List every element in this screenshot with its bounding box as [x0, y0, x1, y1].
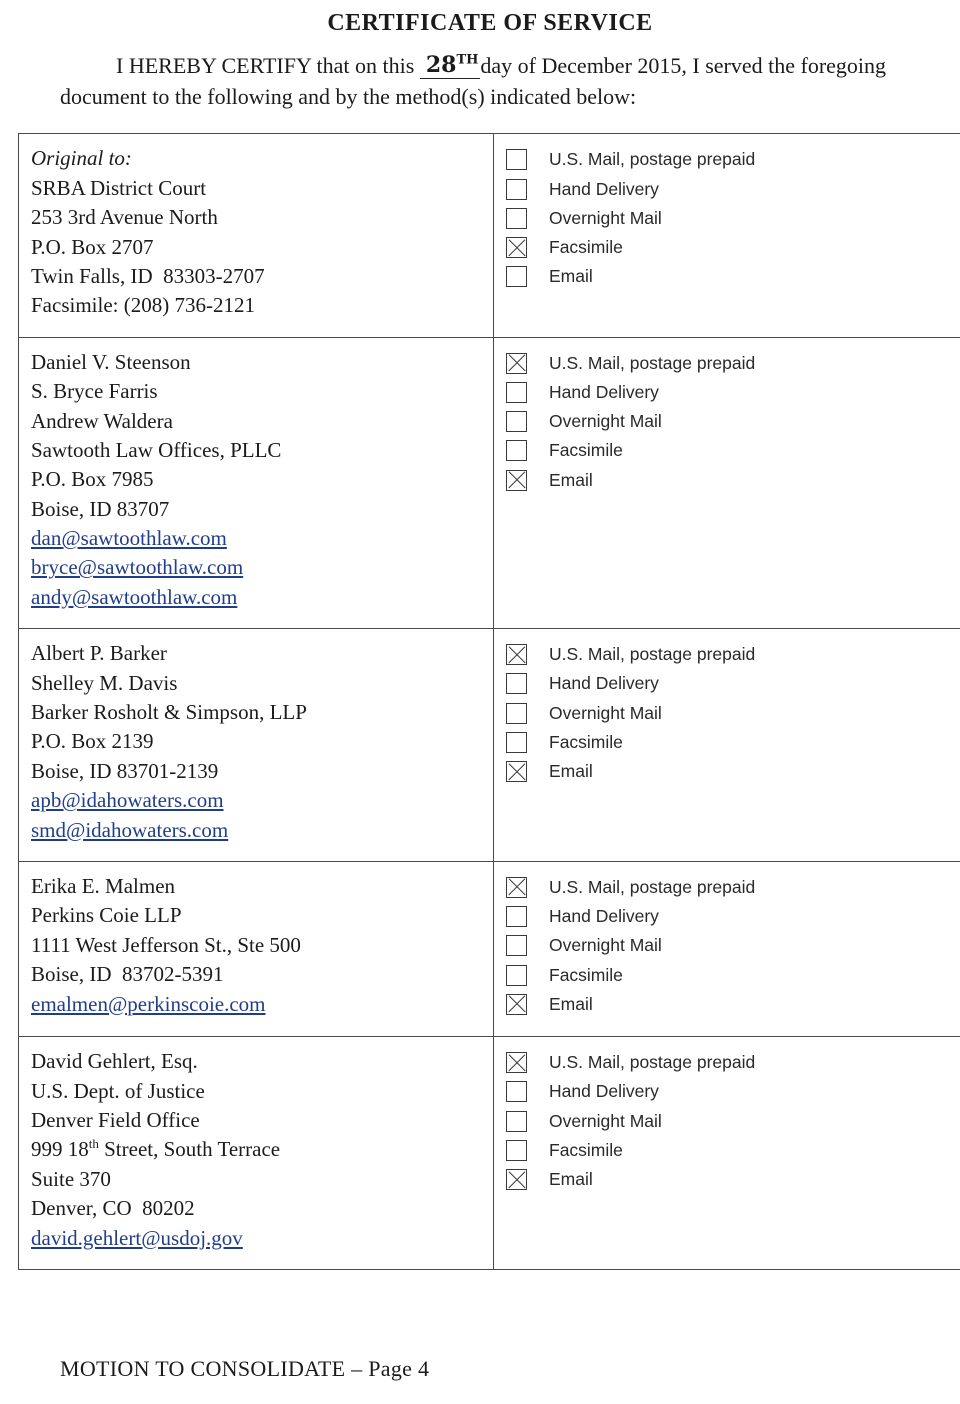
party-line: Andrew Waldera: [31, 407, 483, 436]
method-label: U.S. Mail, postage prepaid: [549, 1049, 755, 1075]
checkbox-checked-icon[interactable]: [506, 994, 527, 1015]
party-line: Twin Falls, ID 83303-2707: [31, 262, 483, 291]
table-row: [19, 134, 960, 337]
table-row: [19, 861, 960, 1036]
method-label: Email: [549, 1166, 593, 1192]
checkbox-icon[interactable]: [506, 935, 527, 956]
party-line: P.O. Box 7985: [31, 465, 483, 494]
method-row-hand[interactable]: [506, 903, 960, 929]
method-label: Email: [549, 758, 593, 784]
method-row-facsimile[interactable]: [506, 1137, 960, 1163]
checkbox-icon[interactable]: [506, 965, 527, 986]
party-cell: [19, 134, 494, 337]
checkbox-checked-icon[interactable]: [506, 877, 527, 898]
table-row: [19, 337, 960, 629]
method-row-mail[interactable]: [506, 874, 960, 900]
method-row-facsimile[interactable]: [506, 234, 960, 260]
checkbox-icon[interactable]: [506, 411, 527, 432]
party-line: 999 18th Street, South Terrace: [31, 1135, 483, 1164]
method-list: [506, 350, 960, 493]
party-email-link[interactable]: emalmen@perkinscoie.com: [31, 990, 483, 1019]
method-label: Email: [549, 991, 593, 1017]
checkbox-checked-icon[interactable]: [506, 237, 527, 258]
handwritten-day-suffix: TH: [456, 53, 478, 68]
method-row-email[interactable]: [506, 467, 960, 493]
method-label: Facsimile: [549, 962, 623, 988]
method-row-email[interactable]: [506, 758, 960, 784]
party-email-link[interactable]: dan@sawtoothlaw.com: [31, 524, 483, 553]
method-label: Email: [549, 263, 593, 289]
party-line: Erika E. Malmen: [31, 872, 483, 901]
handwritten-day: [420, 52, 481, 79]
party-cell: [19, 861, 494, 1036]
method-label: Overnight Mail: [549, 932, 662, 958]
checkbox-icon[interactable]: [506, 703, 527, 724]
party-line: Albert P. Barker: [31, 639, 483, 668]
checkbox-icon[interactable]: [506, 149, 527, 170]
method-row-overnight[interactable]: [506, 700, 960, 726]
method-row-overnight[interactable]: [506, 205, 960, 231]
party-line: U.S. Dept. of Justice: [31, 1077, 483, 1106]
page-title: CERTIFICATE OF SERVICE: [0, 10, 960, 37]
party-line: 253 3rd Avenue North: [31, 203, 483, 232]
method-label: Facsimile: [549, 234, 623, 260]
method-label: Facsimile: [549, 729, 623, 755]
checkbox-checked-icon[interactable]: [506, 1052, 527, 1073]
party-line: P.O. Box 2139: [31, 727, 483, 756]
party-line: Suite 370: [31, 1165, 483, 1194]
method-row-mail[interactable]: [506, 350, 960, 376]
method-list: [506, 1049, 960, 1192]
checkbox-icon[interactable]: [506, 1111, 527, 1132]
method-label: Overnight Mail: [549, 408, 662, 434]
handwritten-day-number: 28: [426, 52, 457, 78]
method-label: U.S. Mail, postage prepaid: [549, 146, 755, 172]
party-email-link[interactable]: apb@idahowaters.com: [31, 786, 483, 815]
method-row-email[interactable]: [506, 1166, 960, 1192]
method-label: Hand Delivery: [549, 1078, 659, 1104]
method-row-mail[interactable]: [506, 1049, 960, 1075]
checkbox-icon[interactable]: [506, 382, 527, 403]
method-cell: [494, 629, 960, 862]
checkbox-icon[interactable]: [506, 732, 527, 753]
method-row-facsimile[interactable]: [506, 729, 960, 755]
method-list: [506, 874, 960, 1017]
party-line: Boise, ID 83701-2139: [31, 757, 483, 786]
method-label: Hand Delivery: [549, 379, 659, 405]
party-line: Original to:: [31, 144, 483, 173]
party-line: P.O. Box 2707: [31, 233, 483, 262]
method-label: Hand Delivery: [549, 176, 659, 202]
checkbox-checked-icon[interactable]: [506, 353, 527, 374]
party-line: 1111 West Jefferson St., Ste 500: [31, 931, 483, 960]
party-line: Daniel V. Steenson: [31, 348, 483, 377]
checkbox-checked-icon[interactable]: [506, 644, 527, 665]
certify-line-two: document to the following and by the method(s) indicated below:: [60, 84, 636, 109]
method-row-hand[interactable]: [506, 1078, 960, 1104]
checkbox-icon[interactable]: [506, 266, 527, 287]
method-label: U.S. Mail, postage prepaid: [549, 641, 755, 667]
certify-text-before: I HEREBY CERTIFY that on this: [116, 53, 414, 78]
method-label: Overnight Mail: [549, 205, 662, 231]
party-line: SRBA District Court: [31, 174, 483, 203]
checkbox-icon[interactable]: [506, 906, 527, 927]
party-line: Denver Field Office: [31, 1106, 483, 1135]
method-label: Hand Delivery: [549, 903, 659, 929]
checkbox-checked-icon[interactable]: [506, 761, 527, 782]
method-row-hand[interactable]: [506, 670, 960, 696]
method-cell: [494, 861, 960, 1036]
method-label: Overnight Mail: [549, 1108, 662, 1134]
method-row-mail[interactable]: [506, 146, 960, 172]
method-label: Email: [549, 467, 593, 493]
checkbox-checked-icon[interactable]: [506, 1169, 527, 1190]
page-footer: MOTION TO CONSOLIDATE – Page 4: [60, 1356, 429, 1382]
method-row-hand[interactable]: [506, 379, 960, 405]
method-list: [506, 641, 960, 784]
party-email-link[interactable]: bryce@sawtoothlaw.com: [31, 553, 483, 582]
table-row: [19, 1037, 960, 1270]
checkbox-icon[interactable]: [506, 1140, 527, 1161]
method-row-overnight[interactable]: [506, 408, 960, 434]
party-line: Shelley M. Davis: [31, 669, 483, 698]
method-row-overnight[interactable]: [506, 932, 960, 958]
checkbox-icon[interactable]: [506, 440, 527, 461]
party-line: Barker Rosholt & Simpson, LLP: [31, 698, 483, 727]
party-email-link[interactable]: andy@sawtoothlaw.com: [31, 583, 483, 612]
service-table-body: [19, 134, 960, 1270]
certificate-paragraph: [0, 51, 960, 111]
method-row-facsimile[interactable]: [506, 437, 960, 463]
party-line: Facsimile: (208) 736-2121: [31, 291, 483, 320]
method-row-email[interactable]: [506, 263, 960, 289]
checkbox-icon[interactable]: [506, 208, 527, 229]
checkbox-checked-icon[interactable]: [506, 470, 527, 491]
party-line: S. Bryce Farris: [31, 377, 483, 406]
checkbox-icon[interactable]: [506, 1081, 527, 1102]
method-row-overnight[interactable]: [506, 1108, 960, 1134]
party-email-link[interactable]: smd@idahowaters.com: [31, 816, 483, 845]
party-line: Boise, ID 83702-5391: [31, 960, 483, 989]
party-email-link[interactable]: david.gehlert@usdoj.gov: [31, 1224, 483, 1253]
method-row-email[interactable]: [506, 991, 960, 1017]
document-page: [0, 10, 960, 1404]
method-row-facsimile[interactable]: [506, 962, 960, 988]
service-table: [18, 133, 960, 1270]
party-cell: [19, 337, 494, 629]
method-label: U.S. Mail, postage prepaid: [549, 350, 755, 376]
party-cell: [19, 1037, 494, 1270]
party-line: Denver, CO 80202: [31, 1194, 483, 1223]
checkbox-icon[interactable]: [506, 179, 527, 200]
checkbox-icon[interactable]: [506, 673, 527, 694]
certify-text-after: day of December 2015, I served the foregoing: [480, 53, 886, 78]
party-line: David Gehlert, Esq.: [31, 1047, 483, 1076]
method-row-hand[interactable]: [506, 176, 960, 202]
party-cell: [19, 629, 494, 862]
method-cell: [494, 1037, 960, 1270]
method-list: [506, 146, 960, 289]
method-cell: [494, 337, 960, 629]
method-cell: [494, 134, 960, 337]
party-line: Sawtooth Law Offices, PLLC: [31, 436, 483, 465]
method-label: Hand Delivery: [549, 670, 659, 696]
table-row: [19, 629, 960, 862]
party-line: Boise, ID 83707: [31, 495, 483, 524]
method-label: Facsimile: [549, 437, 623, 463]
party-line: Perkins Coie LLP: [31, 901, 483, 930]
method-label: Facsimile: [549, 1137, 623, 1163]
method-label: Overnight Mail: [549, 700, 662, 726]
method-row-mail[interactable]: [506, 641, 960, 667]
method-label: U.S. Mail, postage prepaid: [549, 874, 755, 900]
